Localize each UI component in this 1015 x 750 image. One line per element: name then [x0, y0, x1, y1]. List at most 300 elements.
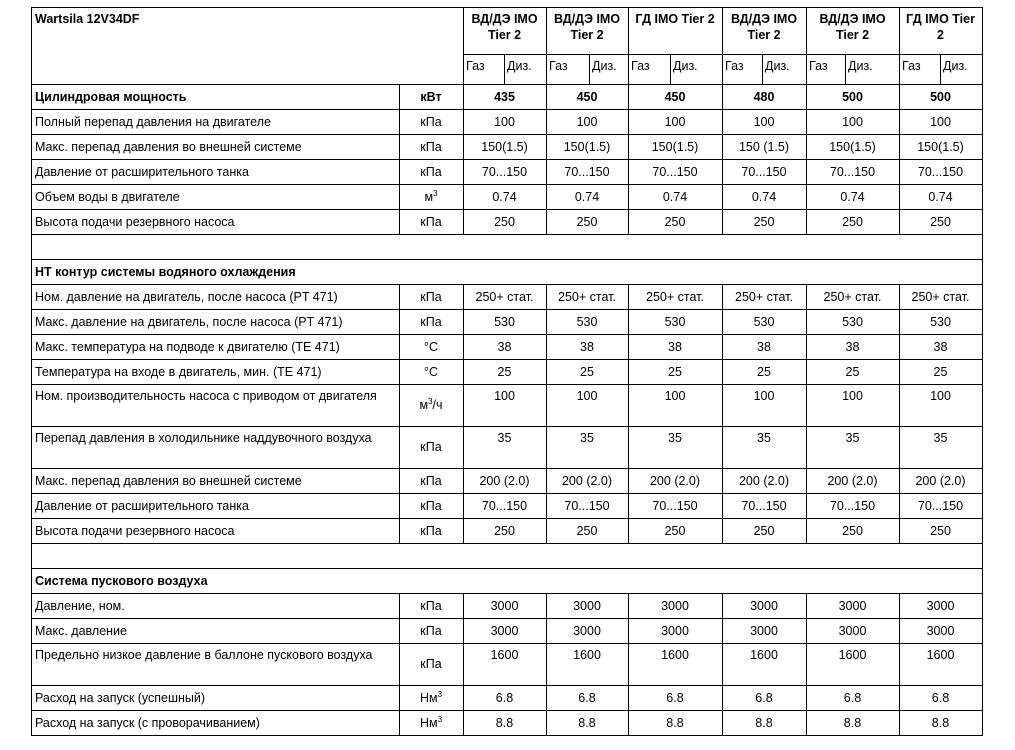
grid-line	[806, 518, 807, 543]
value-cell: 1600	[490, 648, 519, 662]
grid-line	[722, 518, 723, 543]
grid-line	[399, 184, 400, 209]
value-cell: 38	[933, 339, 948, 354]
grid-line	[31, 84, 983, 85]
grid-line	[31, 209, 983, 210]
grid-line	[399, 84, 400, 109]
row-unit	[399, 364, 463, 380]
grid-line	[31, 426, 983, 427]
grid-line	[546, 7, 547, 84]
value-cell: 70...150	[564, 164, 610, 179]
value-cell: 250	[664, 523, 686, 538]
grid-line	[463, 134, 464, 159]
value-cell: 1600	[661, 648, 689, 662]
grid-line	[399, 643, 400, 685]
value-cell: 8.8	[755, 715, 773, 730]
grid-line	[806, 284, 807, 309]
value-cell: 1600	[926, 648, 955, 662]
grid-line	[546, 134, 547, 159]
grid-line	[722, 334, 723, 359]
value-cell: 70...150	[481, 164, 528, 179]
grid-line	[628, 518, 629, 543]
value-cell: 100	[494, 114, 515, 129]
value-cell: 250	[753, 214, 775, 229]
grid-line	[806, 468, 807, 493]
value-cell: 250	[494, 214, 515, 229]
value-cell: 250	[576, 214, 598, 229]
grid-line	[463, 468, 464, 493]
value-cell: 25	[497, 364, 512, 379]
grid-line	[463, 493, 464, 518]
value-cell: 250+ стат.	[823, 289, 882, 304]
value-cell: 250	[842, 214, 863, 229]
grid-line	[628, 134, 629, 159]
value-cell: 0.74	[751, 189, 777, 204]
grid-line	[463, 518, 464, 543]
value-cell: 200 (2.0)	[915, 473, 966, 488]
grid-line	[31, 518, 983, 519]
grid-line	[31, 685, 983, 686]
value-cell: 100	[930, 389, 951, 403]
grid-line	[546, 184, 547, 209]
value-cell: 1600	[838, 648, 867, 662]
row-label: Макс. температура на подводе к двигателю (TE 471)	[35, 339, 340, 354]
unit-text: Нм	[419, 690, 438, 705]
value-cell: 70...150	[917, 164, 964, 179]
grid-line	[628, 384, 629, 426]
value-cell: 3000	[926, 623, 955, 638]
grid-line	[899, 159, 900, 184]
value-cell: 100	[930, 114, 951, 129]
grid-line	[806, 710, 807, 735]
grid-line	[628, 334, 629, 359]
value-cell: 250	[842, 523, 863, 538]
grid-line	[806, 685, 807, 710]
value-cell: 200 (2.0)	[827, 473, 878, 488]
grid-line	[31, 593, 983, 594]
column-sub-gas: Газ	[631, 59, 650, 73]
grid-line	[463, 7, 464, 84]
grid-line	[31, 309, 983, 310]
grid-line	[899, 426, 900, 468]
grid-line	[806, 493, 807, 518]
row-unit	[399, 314, 463, 330]
grid-line	[546, 384, 547, 426]
grid-line	[845, 54, 846, 84]
grid-line	[806, 309, 807, 334]
value-cell: 435	[494, 89, 515, 104]
row-unit	[399, 715, 463, 731]
grid-line	[806, 593, 807, 618]
grid-line	[399, 109, 400, 134]
grid-line	[546, 359, 547, 384]
grid-line	[628, 184, 629, 209]
unit-text: м	[424, 189, 434, 204]
value-cell: 150(1.5)	[481, 139, 528, 154]
unit-text: кПа	[420, 214, 442, 229]
value-cell: 250+ стат.	[911, 289, 970, 304]
value-cell: 100	[842, 389, 863, 403]
value-cell: 35	[845, 431, 860, 445]
unit-superscript: 3	[433, 188, 438, 198]
row-label: Высота подачи резервного насоса	[35, 214, 235, 229]
value-cell: 3000	[750, 598, 778, 613]
grid-line	[806, 109, 807, 134]
grid-line	[546, 618, 547, 643]
grid-line	[899, 618, 900, 643]
row-unit	[399, 164, 463, 180]
grid-line	[546, 109, 547, 134]
value-cell: 100	[494, 389, 515, 403]
grid-line	[546, 284, 547, 309]
value-cell: 100	[664, 114, 686, 129]
row-unit	[399, 139, 463, 155]
unit-text: кПа	[420, 623, 442, 638]
grid-line	[463, 309, 464, 334]
value-cell: 3000	[490, 623, 519, 638]
grid-line	[722, 685, 723, 710]
value-cell: 38	[757, 339, 771, 354]
grid-line	[899, 134, 900, 159]
unit-suffix: /ч	[432, 398, 443, 412]
row-unit	[399, 598, 463, 614]
grid-line	[546, 84, 547, 109]
grid-line	[806, 384, 807, 426]
grid-line	[899, 109, 900, 134]
unit-text: кПа	[420, 440, 442, 454]
value-cell: 8.8	[578, 715, 596, 730]
row-label: Температура на входе в двигатель, мин. (TE 471)	[35, 364, 322, 379]
value-cell: 70...150	[741, 498, 787, 513]
grid-line	[628, 159, 629, 184]
unit-text: кПа	[420, 498, 442, 513]
grid-line	[722, 109, 723, 134]
row-label: Цилиндровая мощность	[35, 89, 187, 104]
grid-line	[31, 7, 32, 736]
grid-line	[722, 359, 723, 384]
value-cell: 150(1.5)	[651, 139, 699, 154]
grid-line	[463, 284, 464, 309]
value-cell: 70...150	[829, 164, 876, 179]
value-cell: 250	[576, 523, 598, 538]
grid-line	[628, 209, 629, 234]
grid-line	[546, 518, 547, 543]
grid-line	[806, 334, 807, 359]
grid-line	[762, 54, 763, 84]
grid-line	[399, 309, 400, 334]
grid-line	[31, 710, 983, 711]
value-cell: 150(1.5)	[917, 139, 964, 154]
grid-line	[628, 618, 629, 643]
value-cell: 6.8	[495, 690, 514, 705]
grid-line	[31, 134, 983, 135]
grid-line	[806, 184, 807, 209]
unit-superscript: 3	[437, 714, 443, 724]
grid-line	[463, 618, 464, 643]
column-header: ВД/ДЭ IMO Tier 2	[730, 12, 798, 42]
grid-line	[899, 359, 900, 384]
grid-line	[722, 593, 723, 618]
value-cell: 480	[753, 89, 775, 104]
grid-line	[628, 109, 629, 134]
grid-line	[722, 184, 723, 209]
grid-line	[628, 426, 629, 468]
grid-line	[722, 159, 723, 184]
unit-text: кПа	[420, 314, 442, 329]
grid-line	[899, 468, 900, 493]
grid-line	[899, 7, 900, 84]
grid-line	[463, 84, 464, 109]
grid-line	[31, 543, 983, 544]
unit-superscript: 3	[428, 397, 433, 406]
grid-line	[399, 134, 400, 159]
value-cell: 100	[576, 114, 598, 129]
grid-line	[722, 309, 723, 334]
grid-line	[899, 384, 900, 426]
value-cell: 3000	[490, 598, 519, 613]
grid-line	[399, 359, 400, 384]
grid-line	[463, 426, 464, 468]
grid-line	[399, 710, 400, 735]
column-sub-diesel: Диз.	[507, 59, 532, 73]
grid-line	[463, 359, 464, 384]
grid-line	[546, 643, 547, 685]
value-cell: 70...150	[564, 498, 610, 513]
table-title: Wartsila 12V34DF	[35, 12, 140, 26]
grid-line	[546, 685, 547, 710]
value-cell: 0.74	[662, 189, 688, 204]
grid-line	[722, 468, 723, 493]
grid-line	[722, 618, 723, 643]
grid-line	[399, 384, 400, 426]
unit-superscript: 3	[437, 689, 443, 699]
value-cell: 530	[930, 314, 951, 329]
value-cell: 530	[753, 314, 775, 329]
value-cell: 0.74	[492, 189, 517, 204]
row-label: Макс. перепад давления во внешней системе	[35, 139, 302, 154]
grid-line	[628, 359, 629, 384]
row-unit	[399, 473, 463, 489]
value-cell: 25	[580, 364, 594, 379]
unit-text: кПа	[420, 164, 442, 179]
value-cell: 3000	[573, 598, 601, 613]
row-label: Макс. перепад давления во внешней системе	[35, 473, 302, 488]
value-cell: 70...150	[741, 164, 787, 179]
grid-line	[546, 493, 547, 518]
column-header: ВД/ДЭ IMO Tier 2	[471, 12, 538, 42]
grid-line	[31, 468, 983, 469]
unit-text: кВт	[420, 89, 442, 104]
grid-line	[722, 493, 723, 518]
value-cell: 38	[580, 339, 594, 354]
value-cell: 8.8	[843, 715, 862, 730]
grid-line	[722, 643, 723, 685]
unit-text: °C	[423, 364, 439, 379]
grid-line	[399, 518, 400, 543]
grid-line	[899, 493, 900, 518]
value-cell: 70...150	[652, 498, 698, 513]
value-cell: 250	[930, 214, 951, 229]
row-label: Объем воды в двигателе	[35, 189, 180, 204]
grid-line	[463, 334, 464, 359]
value-cell: 6.8	[843, 690, 862, 705]
row-unit	[399, 439, 463, 455]
row-unit	[399, 523, 463, 539]
value-cell: 6.8	[578, 690, 596, 705]
grid-line	[722, 84, 723, 109]
value-cell: 250	[494, 523, 515, 538]
grid-line	[628, 685, 629, 710]
row-unit	[399, 214, 463, 230]
grid-line	[463, 685, 464, 710]
value-cell: 1600	[750, 648, 778, 662]
column-sub-diesel: Диз.	[848, 59, 873, 73]
row-label: Ном. давление на двигатель, после насоса (PT 471)	[35, 289, 338, 304]
row-label: Макс. давление на двигатель, после насоса (PT 471)	[35, 314, 343, 329]
value-cell: 250+ стат.	[558, 289, 616, 304]
grid-line	[463, 54, 982, 55]
column-sub-gas: Газ	[725, 59, 744, 73]
grid-line	[806, 7, 807, 84]
value-cell: 1600	[573, 648, 601, 662]
grid-line	[399, 685, 400, 710]
grid-line	[670, 54, 671, 84]
row-label: Ном. производительность насоса с приводом от двигателя	[35, 389, 377, 403]
grid-line	[628, 643, 629, 685]
grid-line	[31, 284, 983, 285]
grid-line	[31, 618, 983, 619]
unit-text: кПа	[420, 657, 442, 671]
value-cell: 200 (2.0)	[738, 473, 790, 488]
grid-line	[31, 643, 983, 644]
grid-line	[899, 184, 900, 209]
value-cell: 530	[576, 314, 598, 329]
grid-line	[722, 209, 723, 234]
grid-line	[899, 685, 900, 710]
row-label: Давление от расширительного танка	[35, 498, 249, 513]
grid-line	[463, 384, 464, 426]
value-cell: 0.74	[574, 189, 600, 204]
value-cell: 150(1.5)	[829, 139, 876, 154]
value-cell: 70...150	[481, 498, 528, 513]
column-header: ГД IMO Tier 2	[635, 12, 715, 26]
column-sub-diesel: Диз.	[943, 59, 968, 73]
grid-line	[31, 159, 983, 160]
row-unit	[399, 623, 463, 639]
value-cell: 200 (2.0)	[479, 473, 530, 488]
value-cell: 500	[842, 89, 863, 104]
value-cell: 0.74	[840, 189, 865, 204]
grid-line	[899, 334, 900, 359]
column-sub-gas: Газ	[809, 59, 828, 73]
grid-line	[806, 159, 807, 184]
value-cell: 250+ стат.	[646, 289, 704, 304]
value-cell: 100	[753, 389, 775, 403]
value-cell: 200 (2.0)	[561, 473, 613, 488]
value-cell: 530	[842, 314, 863, 329]
unit-text: кПа	[420, 523, 442, 538]
grid-line	[546, 710, 547, 735]
grid-line	[806, 426, 807, 468]
value-cell: 530	[664, 314, 686, 329]
row-label: Перепад давления в холодильнике наддувочного воздуха	[35, 431, 372, 445]
grid-line	[628, 468, 629, 493]
column-header: ВД/ДЭ IMO Tier 2	[819, 12, 886, 42]
value-cell: 150 (1.5)	[738, 139, 790, 154]
value-cell: 38	[497, 339, 512, 354]
grid-line	[628, 84, 629, 109]
value-cell: 6.8	[755, 690, 773, 705]
grid-line	[628, 493, 629, 518]
value-cell: 200 (2.0)	[649, 473, 701, 488]
row-unit	[399, 656, 463, 672]
value-cell: 6.8	[666, 690, 684, 705]
grid-line	[546, 468, 547, 493]
grid-line	[399, 468, 400, 493]
grid-line	[399, 159, 400, 184]
value-cell: 35	[668, 431, 682, 445]
grid-line	[722, 426, 723, 468]
value-cell: 8.8	[931, 715, 950, 730]
value-cell: 250+ стат.	[475, 289, 534, 304]
row-unit	[399, 339, 463, 355]
unit-text: кПа	[420, 114, 442, 129]
column-sub-gas: Газ	[902, 59, 921, 73]
row-unit	[399, 690, 463, 706]
value-cell: 3000	[661, 598, 689, 613]
grid-line	[722, 710, 723, 735]
value-cell: 35	[757, 431, 771, 445]
value-cell: 25	[668, 364, 682, 379]
row-unit	[399, 397, 463, 413]
row-unit	[399, 114, 463, 130]
value-cell: 250	[753, 523, 775, 538]
value-cell: 6.8	[931, 690, 950, 705]
row-unit	[399, 89, 463, 105]
value-cell: 100	[842, 114, 863, 129]
value-cell: 8.8	[495, 715, 514, 730]
value-cell: 8.8	[666, 715, 684, 730]
row-label: Полный перепад давления на двигателе	[35, 114, 271, 129]
grid-line	[463, 710, 464, 735]
row-label: Давление, ном.	[35, 598, 125, 613]
grid-line	[31, 568, 983, 569]
row-unit	[399, 498, 463, 514]
unit-text: кПа	[420, 598, 442, 613]
column-sub-gas: Газ	[466, 59, 485, 73]
grid-line	[806, 359, 807, 384]
grid-line	[899, 643, 900, 685]
grid-line	[899, 710, 900, 735]
value-cell: 25	[933, 364, 948, 379]
grid-line	[806, 209, 807, 234]
grid-line	[31, 109, 983, 110]
grid-line	[628, 710, 629, 735]
unit-text: м	[419, 398, 429, 412]
grid-line	[899, 284, 900, 309]
grid-line	[399, 426, 400, 468]
grid-line	[722, 284, 723, 309]
grid-line	[399, 493, 400, 518]
grid-line	[899, 518, 900, 543]
unit-text: кПа	[420, 473, 442, 488]
unit-text: °C	[423, 339, 439, 354]
value-cell: 3000	[661, 623, 689, 638]
grid-line	[31, 234, 983, 235]
grid-line	[806, 618, 807, 643]
value-cell: 25	[845, 364, 860, 379]
value-cell: 35	[497, 431, 512, 445]
